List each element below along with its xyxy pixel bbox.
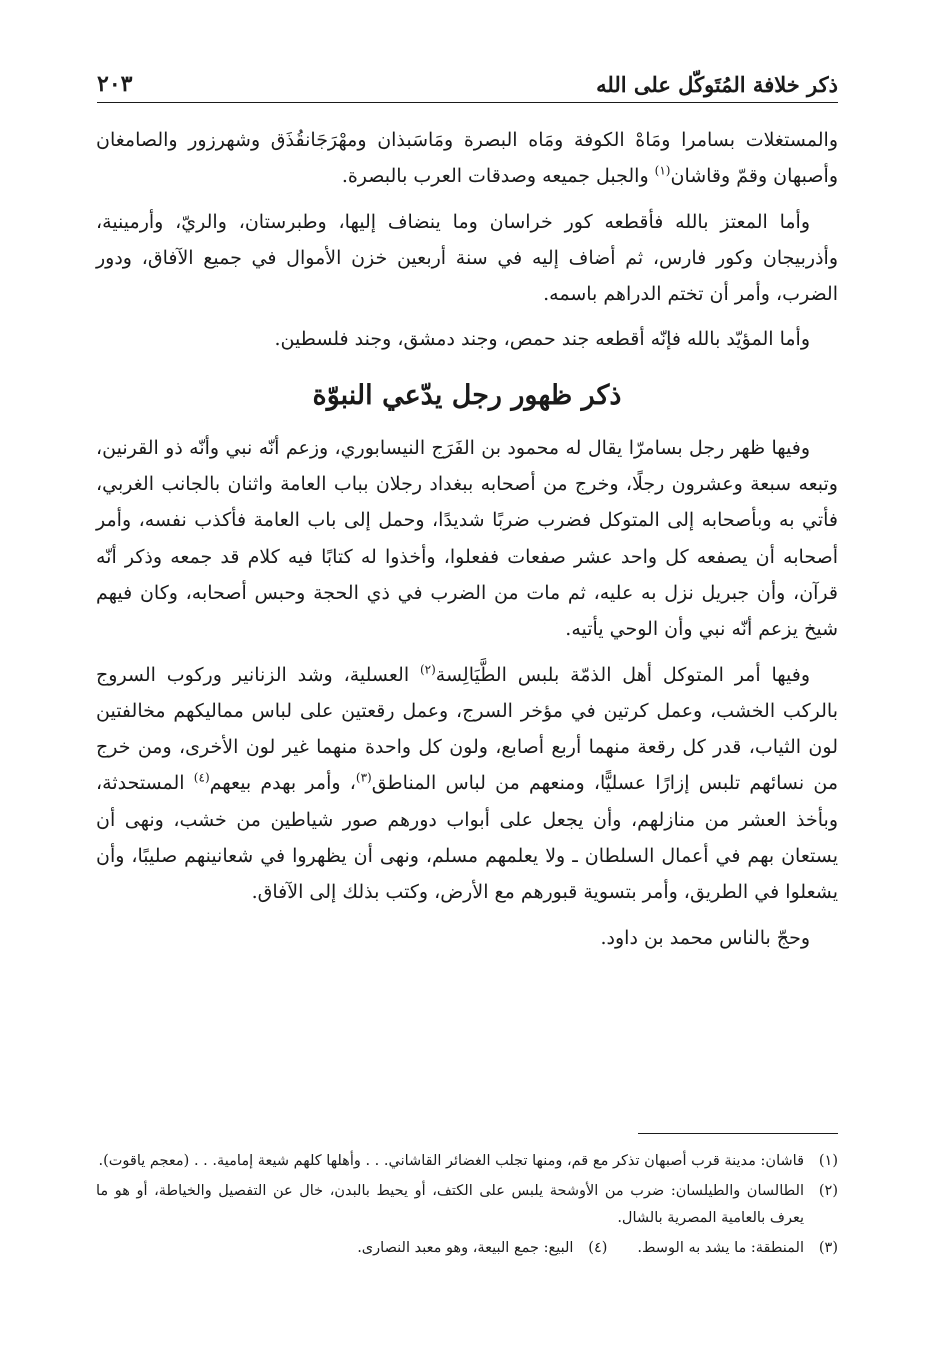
footnote-1-number: (١) bbox=[818, 1153, 838, 1169]
footnote-3-text: المنطقة: ما يشد به الوسط. bbox=[637, 1240, 804, 1256]
footnote-divider bbox=[638, 1133, 838, 1134]
paragraph-1-part-2: والجبل جميعه وصدقات العرب بالبصرة. bbox=[341, 165, 655, 188]
paragraph-6: وحجّ بالناس محمد بن داود. bbox=[600, 926, 810, 949]
footnote-4-text: البيع: جمع البيعة، وهو معبد النصارى. bbox=[357, 1240, 574, 1256]
footnote-2-number: (٢) bbox=[818, 1183, 838, 1199]
paragraph-5 bbox=[96, 657, 838, 911]
footnotes bbox=[96, 1148, 838, 1265]
paragraph-3: وأما المؤيّد بالله فإنّه أقطعه جند حمص، وجند دمشق، وجند فلسطين. bbox=[274, 328, 810, 351]
page-header bbox=[97, 66, 838, 103]
footnote-2 bbox=[96, 1178, 838, 1232]
footnote-1 bbox=[96, 1148, 838, 1175]
footnote-ref-4: (٤) bbox=[193, 771, 210, 786]
paragraph-5-part-3: ، وأمر بهدم بيعهم bbox=[209, 772, 356, 795]
footnote-row-3-4 bbox=[96, 1235, 838, 1265]
footnote-ref-3: (٣) bbox=[355, 771, 372, 786]
paragraph-4: وفيها ظهر رجل بسامرّا يقال له محمود بن الفَرَج النيسابوري، وزعم أنّه نبي وأنّه ذو القرنين، وتبعه سبعة وعشرون رجلًا، وخرج من أصحابه ببغداد رجلان بباب العامة واثنان بالجانب الغربي، فأتي به وبأصحابه إلى المتوكل فضرب ضربًا شديدًا، وحمل إلى باب العامة فأكذب نفسه، وأمر أصحابه أن يصفعه كل واحد عشر صفعات ففعلوا، وأخذوا له كتابًا فيه كلام قد جمعه وذكر أنّه قرآن، وأن جبريل نزل به عليه، ثم مات من الضرب في ذي الحجة وحبس أصحابه، وكان فيهم شيخ يزعم أنّه نبي وأن الوحي يأتيه. bbox=[96, 436, 838, 641]
footnote-4 bbox=[357, 1235, 607, 1262]
footnote-2-text: الطالسان والطيلسان: ضرب من الأوشحة يلبس على الكتف، أو يحيط بالبدن، خال عن التفصيل والخياطة، أو هو ما يعرف بالعامية المصرية بالشال. bbox=[96, 1183, 804, 1226]
footnote-3 bbox=[637, 1235, 838, 1262]
paragraph-1 bbox=[96, 122, 838, 195]
section-title: ذكر ظهور رجل يدّعي النبوّة bbox=[312, 379, 622, 411]
footnote-ref-2: (٢) bbox=[419, 662, 436, 677]
footnote-3-number: (٣) bbox=[818, 1240, 838, 1256]
paragraph-1-part-1: والمستغلات بسامرا ومَاهْ الكوفة ومَاه البصرة ومَاسَبذان ومهْرَجَانقُذَق وشهرزور والصامغان وأصبهان وقمّ وقاشان bbox=[96, 129, 838, 188]
page-number: ٢٠٣ bbox=[97, 71, 133, 97]
footnote-1-text: قاشان: مدينة قرب أصبهان تذكر مع قم، ومنها تجلب الغضائر القاشاني. . . وأهلها كلهم شيعة إمامية. . . (معجم ياقوت). bbox=[98, 1153, 804, 1169]
footnote-4-number: (٤) bbox=[588, 1240, 608, 1256]
running-title: ذكر خلافة المُتَوكّل على الله bbox=[596, 71, 838, 97]
paragraph-5-part-2: العسلية، وشد الزنانير وركوب السروج بالركب الخشب، وعمل كرتين في مؤخر السرج، وعمل رقعتين على لباس مماليكهم مخالفتين لون الثياب، قدر كل رقعة منهما أربع أصابع، ولون كل واحدة منهما غير لون الأخرى، ومن خرج من نسائهم تلبس إزارًا عسليًّا، ومنعهم من لباس المناطق bbox=[96, 663, 838, 795]
footnote-ref-1: (١) bbox=[654, 163, 671, 178]
paragraph-2: وأما المعتز بالله فأقطعه كور خراسان وما ينضاف إليها، وطبرستان، والريّ، وأرمينية، وأذربيجان وكور فارس، ثم أضاف إليه في سنة أربعين خزن الأموال في جميع الآفاق، ودور الضرب، وأمر أن تختم الدراهم باسمه. bbox=[96, 210, 838, 306]
main-text bbox=[96, 122, 838, 965]
paragraph-5-part-1: وفيها أمر المتوكل أهل الذمّة بلبس الطَّيَالِسة bbox=[435, 663, 811, 686]
paragraph-5-part-4: المستحدثة، وبأخذ العشر من منازلهم، وأن يجعل على أبواب دورهم صور شياطين من خشب، ونهى أن يستعان بهم في أعمال السلطان ـ ولا يعلمهم مسلم، ونهى أن يظهروا في شعانينهم صليبًا، وأن يشعلوا في الطريق، وأمر بتسوية قبورهم مع الأرض، وكتب بذلك إلى الآفاق. bbox=[96, 772, 838, 904]
